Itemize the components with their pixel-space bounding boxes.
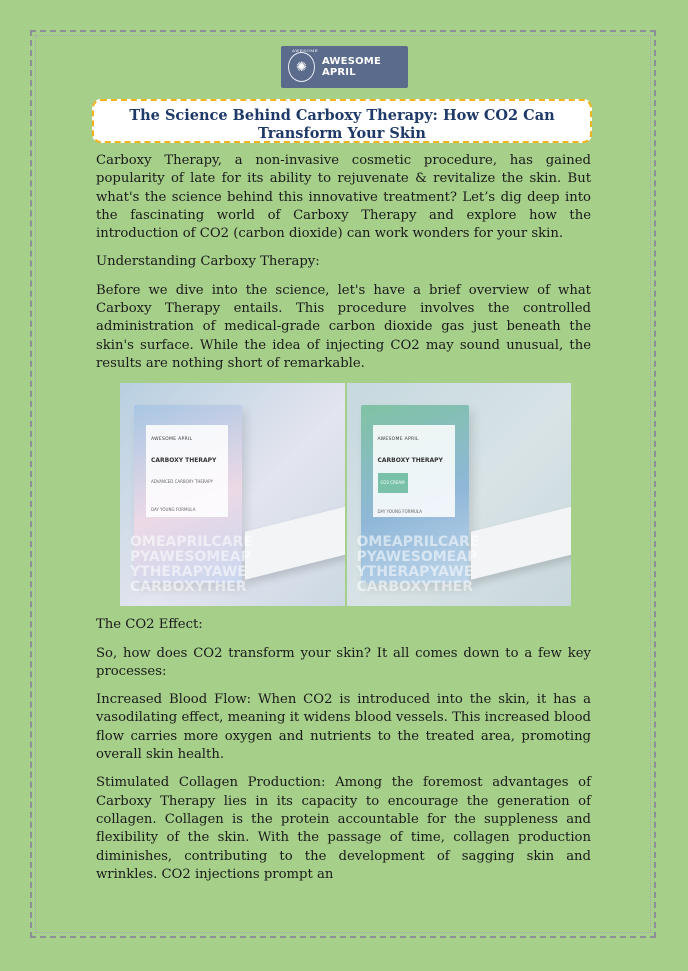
overview-paragraph: Before we dive into the science, let's have a brief overview of what Carboxy Therapy entails. This procedure involves the controlled administration of medical-grade carbon dioxide gas just beneath the skin's surface. While the idea of injecting CO2 may sound unusual, the results are nothing short of remarkable.: [96, 282, 591, 371]
watermark-line: YTHERAPYAWE: [356, 564, 474, 581]
product-watermark: [357, 535, 557, 595]
product-image: [120, 383, 571, 606]
title-box: [92, 99, 592, 143]
product-box-label: [146, 425, 228, 517]
watermark-line: YTHERAPYAWE: [130, 564, 247, 581]
product-watermark: [130, 535, 330, 595]
box-brand: AWESOME APRIL: [377, 437, 419, 443]
box-brand: AWESOME APRIL: [151, 437, 193, 443]
product-box-label: [373, 425, 455, 517]
page-title: The Science Behind Carboxy Therapy: How CO2 Can Transform Your Skin: [129, 107, 555, 142]
product-panel-right: [347, 383, 572, 606]
box-product: CARBOXY THERAPY: [151, 456, 217, 464]
logo-text: AWESOME APRIL: [321, 56, 381, 78]
box-product: CARBOXY THERAPY: [377, 456, 443, 464]
brand-logo[interactable]: [281, 46, 408, 88]
box-formula: DAY YOUNG FORMULA: [377, 509, 422, 515]
blood-flow-paragraph: Increased Blood Flow: When CO2 is introduced into the skin, it has a vasodilating effect, meaning it widens blood vessels. This increased blood flow carries more oxygen and nutrients to the treated area, promoting overall skin health.: [96, 692, 591, 763]
article-body: [96, 152, 591, 894]
box-subtitle: ADVANCED CARBOXY THERAPY: [151, 478, 214, 484]
watermark-line: OMEAPRILCARE: [130, 534, 253, 551]
collagen-paragraph: Stimulated Collagen Production: Among the foremost advantages of Carboxy Therapy lies in its capacity to encourage the generation of collagen. Collagen is the protein accountable for the suppleness and flexibility of the skin. With the passage of time, collagen production diminishes, contributing to the development of sagging skin and wrinkles. CO2 injections prompt an: [96, 775, 591, 882]
logo-glyph: ✺: [296, 59, 307, 75]
product-panel-left: [120, 383, 345, 606]
processes-paragraph: So, how does CO2 transform your skin? It all comes down to a few key processes:: [96, 645, 591, 679]
watermark-line: PYAWESOMEAP: [130, 549, 251, 566]
intro-paragraph: Carboxy Therapy, a non-invasive cosmetic procedure, has gained popularity of late for its ability to rejuvenate & revitalize the skin. But what's the science behind this innovative treatment? Let’s dig deep into the fascinating world of Carboxy Therapy and explore how the introduction of CO2 (carbon dioxide) can work wonders for your skin.: [96, 153, 591, 242]
watermark-line: PYAWESOMEAP: [356, 549, 478, 566]
box-badge: CO2 CREAM: [378, 473, 408, 493]
section-heading-co2-effect: The CO2 Effect:: [96, 617, 203, 633]
logo-mark-text: AWESOME: [292, 48, 319, 53]
section-heading-understanding: Understanding Carboxy Therapy:: [96, 254, 320, 270]
watermark-line: OMEAPRILCARE: [356, 534, 480, 551]
logo-emblem-icon: [288, 48, 319, 82]
watermark-line: CARBOXYTHER: [356, 579, 474, 596]
box-formula: DAY YOUNG FORMULA: [151, 507, 196, 513]
watermark-line: CARBOXYTHER: [130, 579, 247, 596]
